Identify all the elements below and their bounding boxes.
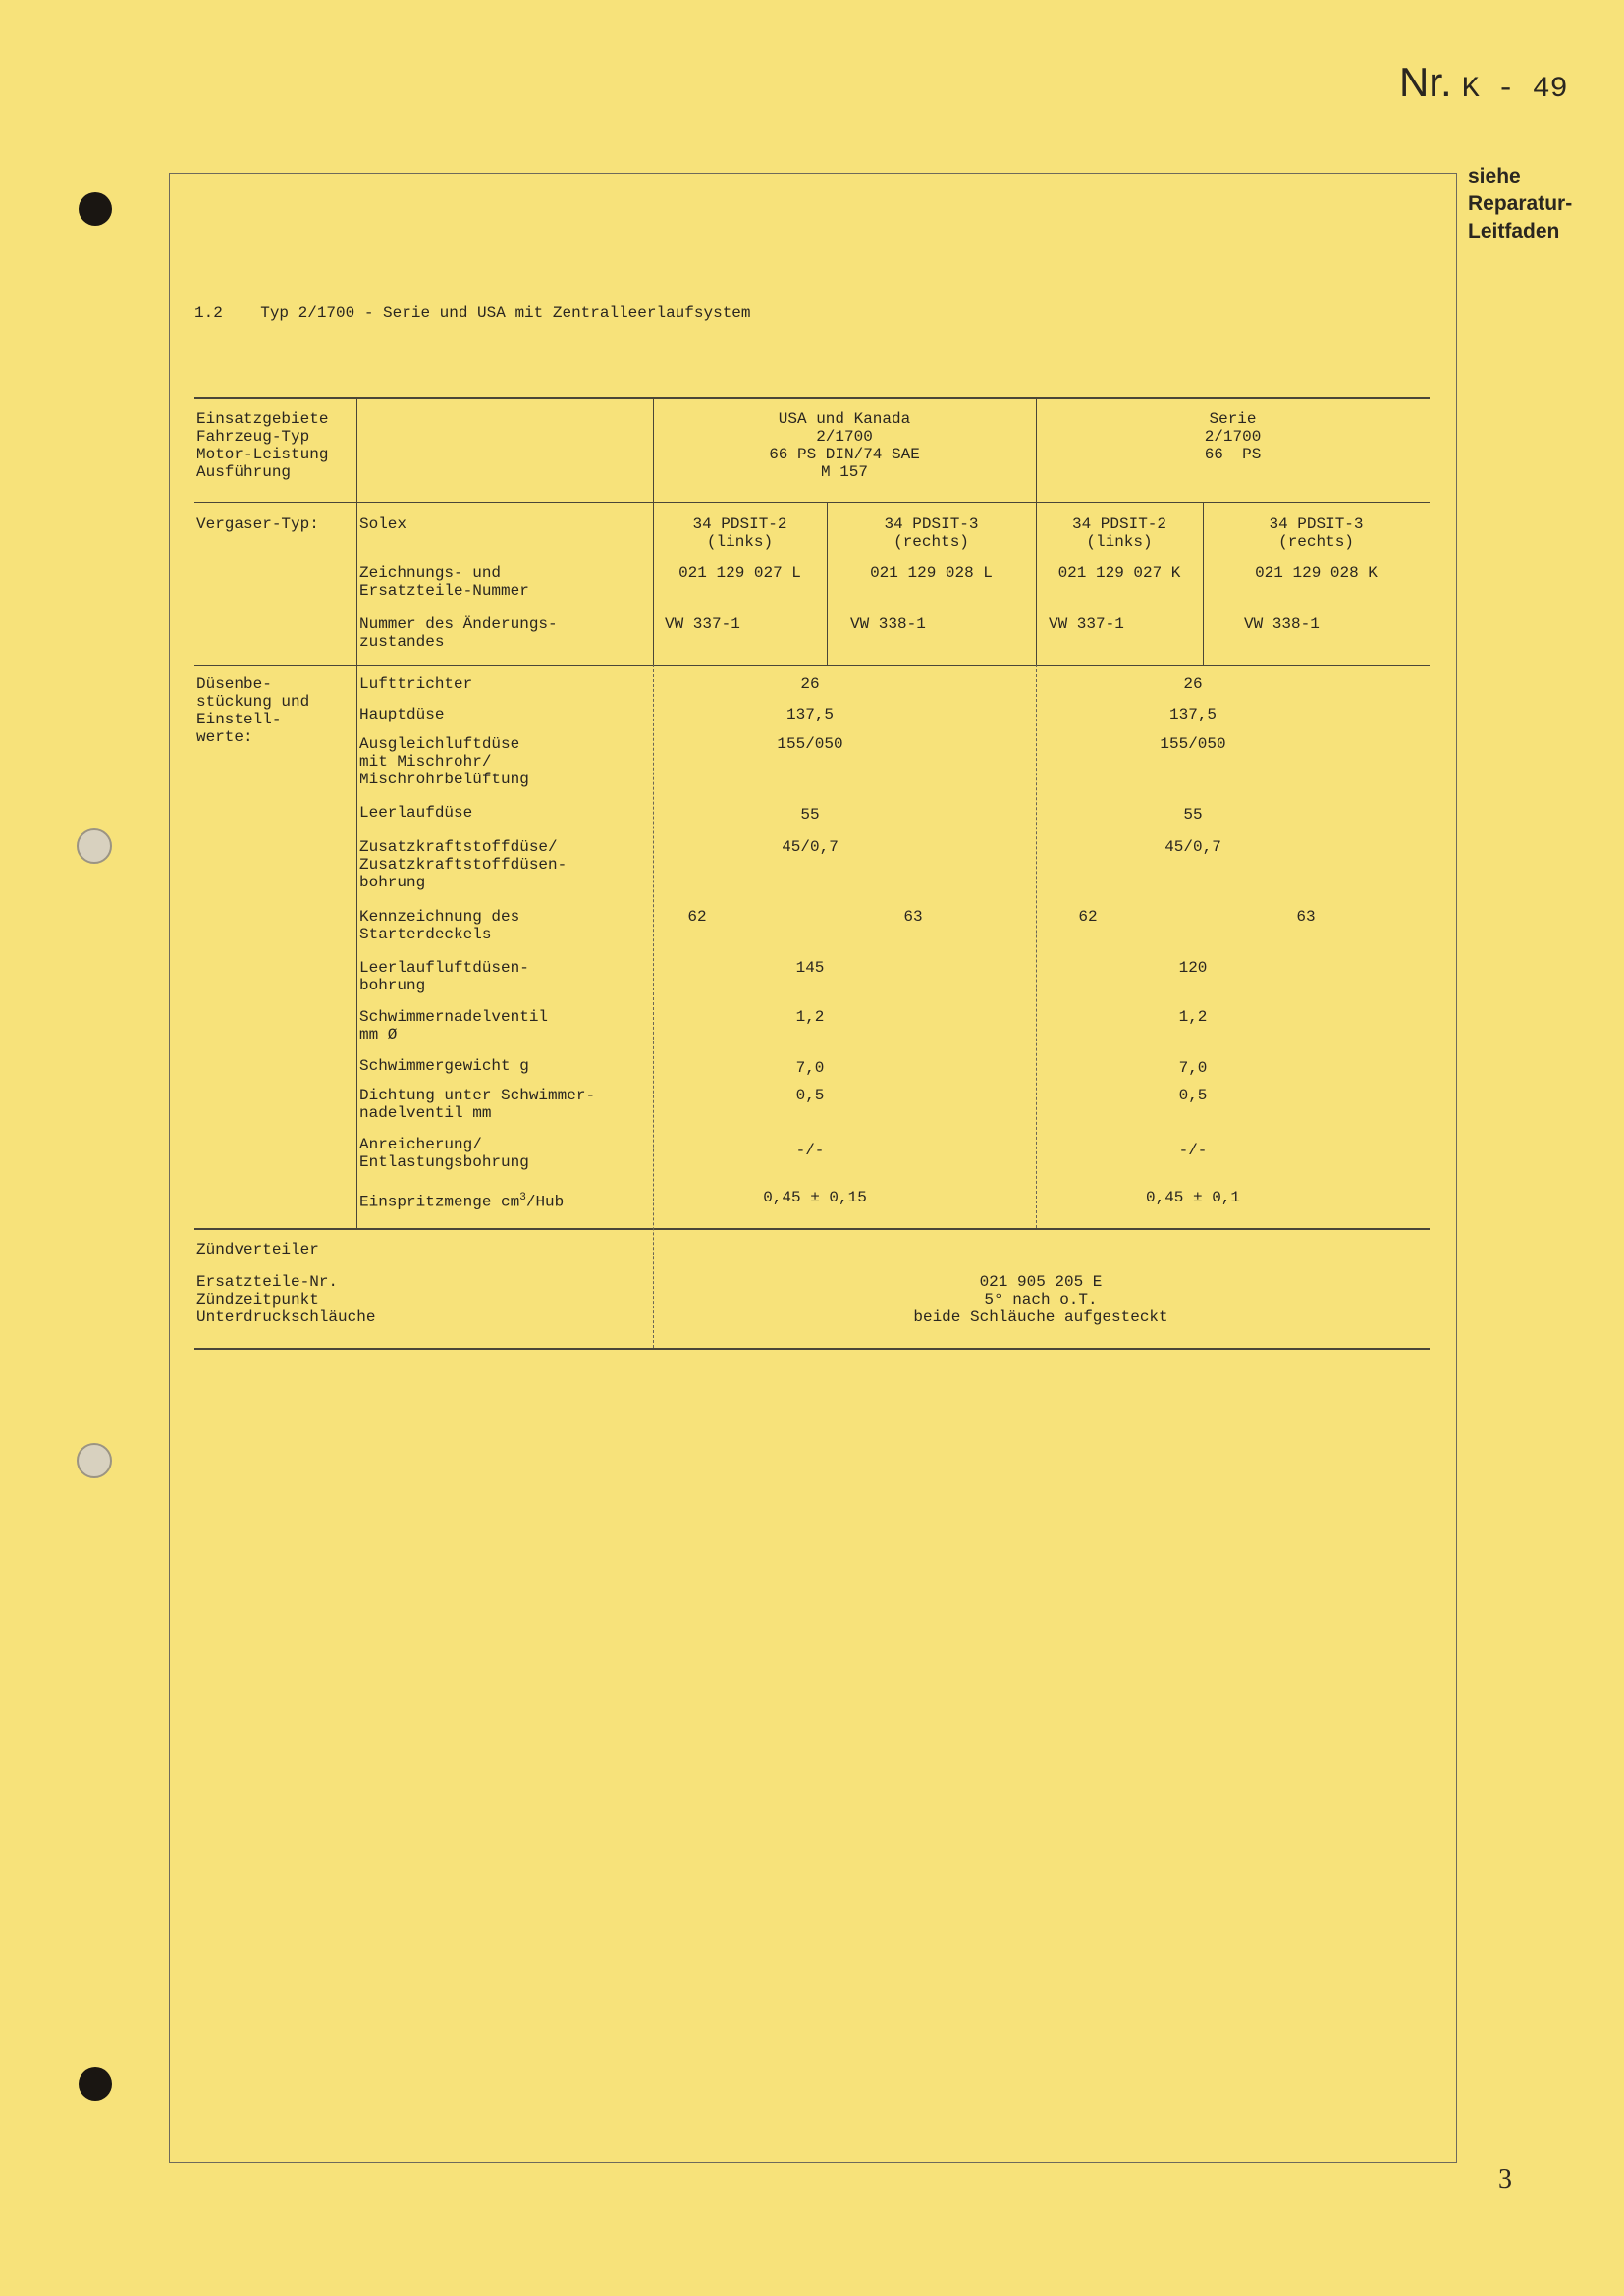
side-note [1468, 163, 1572, 245]
usa-head: 66 PS DIN/74 SAE [769, 446, 920, 463]
zuend-value: beide Schläuche aufgesteckt [913, 1308, 1168, 1326]
side-note-line: siehe [1468, 165, 1521, 187]
einspritz-label: Einspritzmenge $cm^3$/Hub [359, 1192, 565, 1211]
starter-code: 63 [1296, 908, 1316, 926]
row-label: Hauptdüse [359, 706, 445, 723]
table-rule [194, 1228, 1430, 1230]
row-label: Dichtung unter Schwimmer- [359, 1087, 596, 1104]
change-number: VW 337-1 [1049, 615, 1124, 633]
serie-value: 0,5 [1178, 1087, 1208, 1104]
usa-value: 137,5 [785, 706, 834, 723]
starter-code: 62 [1078, 908, 1098, 926]
punch-hole [77, 1443, 112, 1478]
usa-value: 45/0,7 [782, 838, 839, 856]
row-label: Mischrohrbelüftung [359, 771, 529, 788]
zuend-value: 021 905 205 E [979, 1273, 1103, 1291]
row-label: Entlastungsbohrung [359, 1153, 529, 1171]
row-label: Schwimmergewicht g [359, 1057, 529, 1075]
serie-value: 137,5 [1168, 706, 1217, 723]
duesen-label: Düsenbe- [196, 675, 272, 693]
part-number: 021 129 027 L [678, 564, 801, 582]
duesen-label: werte: [196, 728, 253, 746]
usa-value: 55 [800, 806, 820, 824]
row-label: Zusatzkraftstoffdüse/ [359, 838, 558, 856]
usa-value: 7,0 [795, 1059, 825, 1077]
serie-value: 45/0,7 [1164, 838, 1221, 856]
usa-value: 0,5 [795, 1087, 825, 1104]
table-divider [356, 397, 357, 1228]
head-label: Einsatzgebiete [196, 410, 329, 428]
section-heading: 1.2 Typ 2/1700 - Serie und USA mit Zentralleerlaufsystem [194, 304, 751, 322]
punch-hole [77, 828, 112, 864]
table-rule [194, 502, 1430, 503]
starter-code: 63 [903, 908, 923, 926]
head-label: Ausführung [196, 463, 292, 481]
serie-value: 1,2 [1178, 1008, 1208, 1026]
usa-head: M 157 [820, 463, 868, 481]
change-number: VW 338-1 [850, 615, 926, 633]
row-label: Anreicherung/ [359, 1136, 482, 1153]
row-label: Leerlaufdüse [359, 804, 473, 822]
vergaser-label: Vergaser-Typ: [196, 515, 319, 533]
usa-head: 2/1700 [816, 428, 873, 446]
punch-hole [79, 192, 112, 226]
change-number: VW 338-1 [1244, 615, 1320, 633]
usa-value: 145 [795, 959, 825, 977]
serie-value: 0,45 ± 0,1 [1145, 1189, 1240, 1206]
head-label: Fahrzeug-Typ [196, 428, 310, 446]
aenderung-label: Nummer des Änderungs- [359, 615, 558, 633]
serie-value: 55 [1183, 806, 1203, 824]
serie-head: 66 PS [1204, 446, 1262, 463]
change-number: VW 337-1 [665, 615, 740, 633]
zuend-label: Zündzeitpunkt [196, 1291, 319, 1308]
table-rule [194, 665, 1430, 666]
serie-value: 155/050 [1160, 735, 1226, 753]
row-label: mit Mischrohr/ [359, 753, 492, 771]
solex-label: Solex [359, 515, 407, 533]
carb-type: 34 PDSIT-3 [884, 515, 979, 533]
duesen-label: stückung und [196, 693, 310, 711]
carb-type: (rechts) [893, 533, 969, 551]
page-number: 3 [1498, 2164, 1512, 2195]
row-label: nadelventil mm [359, 1104, 492, 1122]
side-note-line: Leitfaden [1468, 220, 1560, 242]
document-number [1399, 59, 1568, 106]
table-divider [653, 665, 654, 1348]
serie-value: 7,0 [1178, 1059, 1208, 1077]
head-label: Motor-Leistung [196, 446, 329, 463]
usa-value: 0,45 ± 0,15 [763, 1189, 867, 1206]
nr-label: Nr. [1399, 59, 1452, 105]
carb-type: 34 PDSIT-2 [1071, 515, 1166, 533]
serie-value: 120 [1178, 959, 1208, 977]
punch-hole [79, 2067, 112, 2101]
usa-value: 1,2 [795, 1008, 825, 1026]
carb-type: (rechts) [1278, 533, 1354, 551]
row-label: Lufttrichter [359, 675, 473, 693]
carb-type: (links) [1086, 533, 1153, 551]
part-number: 021 129 027 K [1057, 564, 1181, 582]
part-number: 021 129 028 K [1255, 564, 1378, 582]
zuend-label: Unterdruckschläuche [196, 1308, 376, 1326]
row-label: Ausgleichluftdüse [359, 735, 520, 753]
usa-head: USA und Kanada [778, 410, 911, 428]
row-label: bohrung [359, 874, 426, 891]
zuend-value: 5° nach o.T. [984, 1291, 1098, 1308]
aenderung-label: zustandes [359, 633, 445, 651]
starter-code: 62 [687, 908, 707, 926]
side-note-line: Reparatur- [1468, 192, 1573, 215]
duesen-label: Einstell- [196, 711, 282, 728]
serie-head: 2/1700 [1204, 428, 1262, 446]
usa-value: 26 [800, 675, 820, 693]
table-rule [194, 1348, 1430, 1350]
serie-value: 26 [1183, 675, 1203, 693]
serie-value: -/- [1178, 1142, 1208, 1159]
row-label: Starterdeckels [359, 926, 492, 943]
zuendverteiler-label: Zündverteiler [196, 1241, 319, 1258]
zuend-label: Ersatzteile-Nr. [196, 1273, 339, 1291]
zeichnung-label: Ersatzteile-Nummer [359, 582, 529, 600]
row-label: Schwimmernadelventil [359, 1008, 549, 1026]
zeichnung-label: Zeichnungs- und [359, 564, 502, 582]
row-label: Zusatzkraftstoffdüsen- [359, 856, 568, 874]
nr-value: K - 49 [1461, 73, 1568, 106]
row-label: Leerlaufluftdüsen- [359, 959, 529, 977]
carb-type: (links) [706, 533, 774, 551]
row-label: mm Ø [359, 1026, 398, 1043]
usa-value: -/- [795, 1142, 825, 1159]
carb-type: 34 PDSIT-3 [1269, 515, 1364, 533]
usa-value: 155/050 [777, 735, 843, 753]
table-rule [194, 397, 1430, 399]
row-label: bohrung [359, 977, 426, 994]
carb-type: 34 PDSIT-2 [692, 515, 787, 533]
part-number: 021 129 028 L [870, 564, 993, 582]
row-label: Kennzeichnung des [359, 908, 520, 926]
serie-head: Serie [1209, 410, 1257, 428]
